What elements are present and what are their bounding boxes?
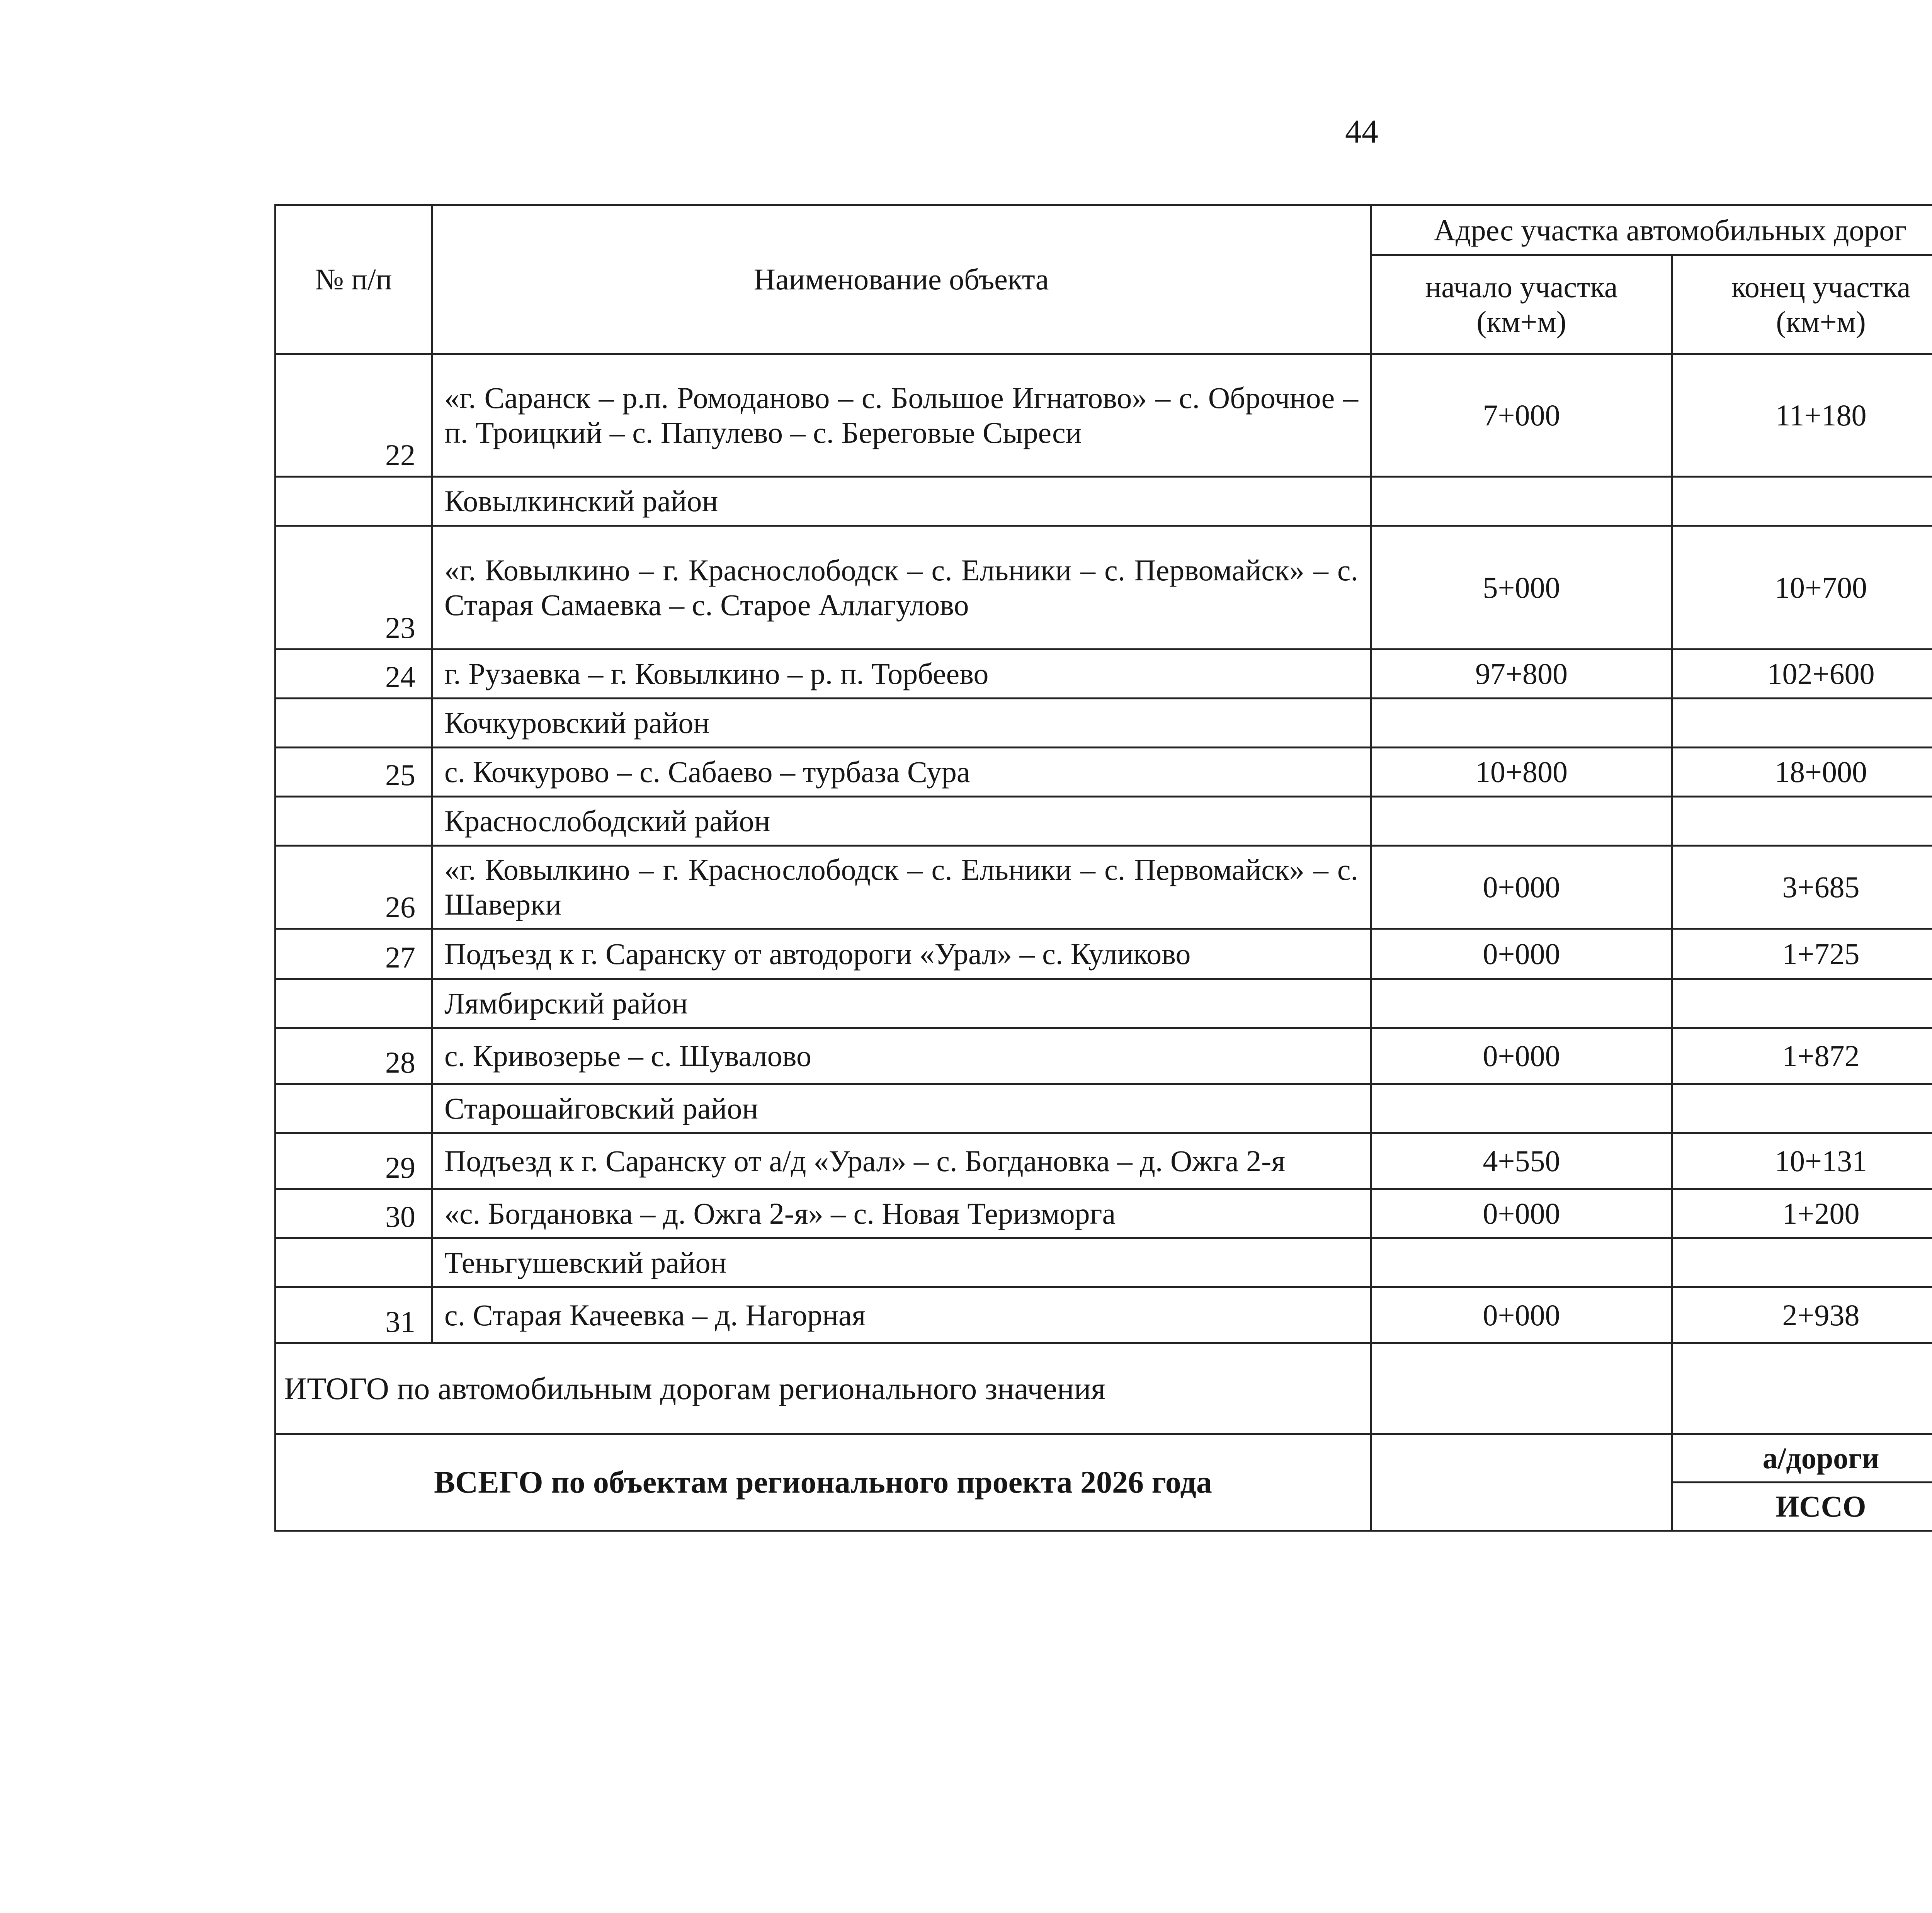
object-name: г. Рузаевка – г. Ковылкино – р. п. Торбеево xyxy=(432,650,1371,699)
table-header xyxy=(276,205,1932,354)
section-end: 18+000 xyxy=(1672,748,1932,797)
table-row xyxy=(276,1133,1932,1189)
district-row xyxy=(276,979,1932,1028)
section-start: 0+000 xyxy=(1371,1287,1672,1343)
district-name: Кочкуровский район xyxy=(432,699,1371,748)
header-address: Адрес участка автомобильных дорог xyxy=(1371,205,1932,255)
table-body xyxy=(276,354,1932,1343)
district-row xyxy=(276,1084,1932,1133)
object-name: с. Кривозерье – с. Шувалово xyxy=(432,1028,1371,1084)
row-number: 30 xyxy=(276,1189,432,1238)
object-name: «г. Ковылкино – г. Краснослободск – с. Ельники – с. Первомайск» – с. Старая Самаевка – с. Старое Аллагулово xyxy=(432,526,1371,650)
district-start-empty xyxy=(1371,979,1672,1028)
table-row xyxy=(276,650,1932,699)
district-name: Лямбирский район xyxy=(432,979,1371,1028)
section-start: 4+550 xyxy=(1371,1133,1672,1189)
grand-total-isso-label: ИССО xyxy=(1672,1483,1932,1531)
section-start: 0+000 xyxy=(1371,1028,1672,1084)
total-label: ИТОГО по автомобильным дорогам регионального значения xyxy=(276,1343,1371,1434)
table-row xyxy=(276,354,1932,477)
grand-total-roads-label: а/дороги xyxy=(1672,1434,1932,1483)
total-end-empty xyxy=(1672,1343,1932,1434)
row-number: 27 xyxy=(276,929,432,979)
row-number: 24 xyxy=(276,650,432,699)
district-end-empty xyxy=(1672,477,1932,526)
district-num-empty xyxy=(276,699,432,748)
table-row xyxy=(276,1028,1932,1084)
table-row xyxy=(276,1189,1932,1238)
district-row xyxy=(276,699,1932,748)
district-num-empty xyxy=(276,1238,432,1287)
table-row xyxy=(276,526,1932,650)
district-name: Ковылкинский район xyxy=(432,477,1371,526)
object-name: «г. Саранск – р.п. Ромоданово – с. Большое Игнатово» – с. Оброчное – п. Троицкий – с. Папулево – с. Береговые Сыреси xyxy=(432,354,1371,477)
district-name: Старошайговский район xyxy=(432,1084,1371,1133)
roads-table xyxy=(274,204,1932,1532)
header-num: № п/п xyxy=(276,205,432,354)
section-start: 0+000 xyxy=(1371,1189,1672,1238)
district-end-empty xyxy=(1672,1084,1932,1133)
header-end: конец участка (км+м) xyxy=(1672,255,1932,354)
district-end-empty xyxy=(1672,1238,1932,1287)
section-start: 0+000 xyxy=(1371,846,1672,929)
object-name: Подъезд к г. Саранску от автодороги «Урал» – с. Куликово xyxy=(432,929,1371,979)
grand-total-row xyxy=(276,1434,1932,1483)
table-footer xyxy=(276,1343,1932,1531)
district-end-empty xyxy=(1672,699,1932,748)
section-end: 10+131 xyxy=(1672,1133,1932,1189)
district-end-empty xyxy=(1672,979,1932,1028)
district-name: Теньгушевский район xyxy=(432,1238,1371,1287)
row-number: 25 xyxy=(276,748,432,797)
row-number: 29 xyxy=(276,1133,432,1189)
district-start-empty xyxy=(1371,1084,1672,1133)
header-start: начало участка (км+м) xyxy=(1371,255,1672,354)
row-number: 22 xyxy=(276,354,432,477)
row-number: 26 xyxy=(276,846,432,929)
district-num-empty xyxy=(276,477,432,526)
district-end-empty xyxy=(1672,797,1932,846)
district-row xyxy=(276,797,1932,846)
table-row xyxy=(276,748,1932,797)
district-start-empty xyxy=(1371,477,1672,526)
grand-total-label: ВСЕГО по объектам регионального проекта 2026 года xyxy=(276,1434,1371,1531)
object-name: «с. Богдановка – д. Ожга 2-я» – с. Новая Теризморга xyxy=(432,1189,1371,1238)
section-start: 5+000 xyxy=(1371,526,1672,650)
page-number: 44 xyxy=(1345,113,1378,150)
district-row xyxy=(276,477,1932,526)
object-name: Подъезд к г. Саранску от а/д «Урал» – с. Богдановка – д. Ожга 2-я xyxy=(432,1133,1371,1189)
object-name: с. Кочкурово – с. Сабаево – турбаза Сура xyxy=(432,748,1371,797)
object-name: «г. Ковылкино – г. Краснослободск – с. Ельники – с. Первомайск» – с. Шаверки xyxy=(432,846,1371,929)
district-start-empty xyxy=(1371,699,1672,748)
section-end: 1+725 xyxy=(1672,929,1932,979)
section-start: 97+800 xyxy=(1371,650,1672,699)
grand-total-empty xyxy=(1371,1434,1672,1531)
table-row xyxy=(276,1287,1932,1343)
total-start-empty xyxy=(1371,1343,1672,1434)
section-end: 1+872 xyxy=(1672,1028,1932,1084)
table-row xyxy=(276,846,1932,929)
district-name: Краснослободский район xyxy=(432,797,1371,846)
section-end: 11+180 xyxy=(1672,354,1932,477)
district-start-empty xyxy=(1371,797,1672,846)
row-number: 31 xyxy=(276,1287,432,1343)
district-num-empty xyxy=(276,797,432,846)
section-start: 0+000 xyxy=(1371,929,1672,979)
district-start-empty xyxy=(1371,1238,1672,1287)
row-number: 28 xyxy=(276,1028,432,1084)
header-name: Наименование объекта xyxy=(432,205,1371,354)
object-name: с. Старая Качеевка – д. Нагорная xyxy=(432,1287,1371,1343)
row-number: 23 xyxy=(276,526,432,650)
total-row xyxy=(276,1343,1932,1434)
section-start: 7+000 xyxy=(1371,354,1672,477)
district-num-empty xyxy=(276,1084,432,1133)
section-end: 10+700 xyxy=(1672,526,1932,650)
district-row xyxy=(276,1238,1932,1287)
section-end: 2+938 xyxy=(1672,1287,1932,1343)
section-start: 10+800 xyxy=(1371,748,1672,797)
section-end: 102+600 xyxy=(1672,650,1932,699)
table-row xyxy=(276,929,1932,979)
section-end: 1+200 xyxy=(1672,1189,1932,1238)
district-num-empty xyxy=(276,979,432,1028)
section-end: 3+685 xyxy=(1672,846,1932,929)
